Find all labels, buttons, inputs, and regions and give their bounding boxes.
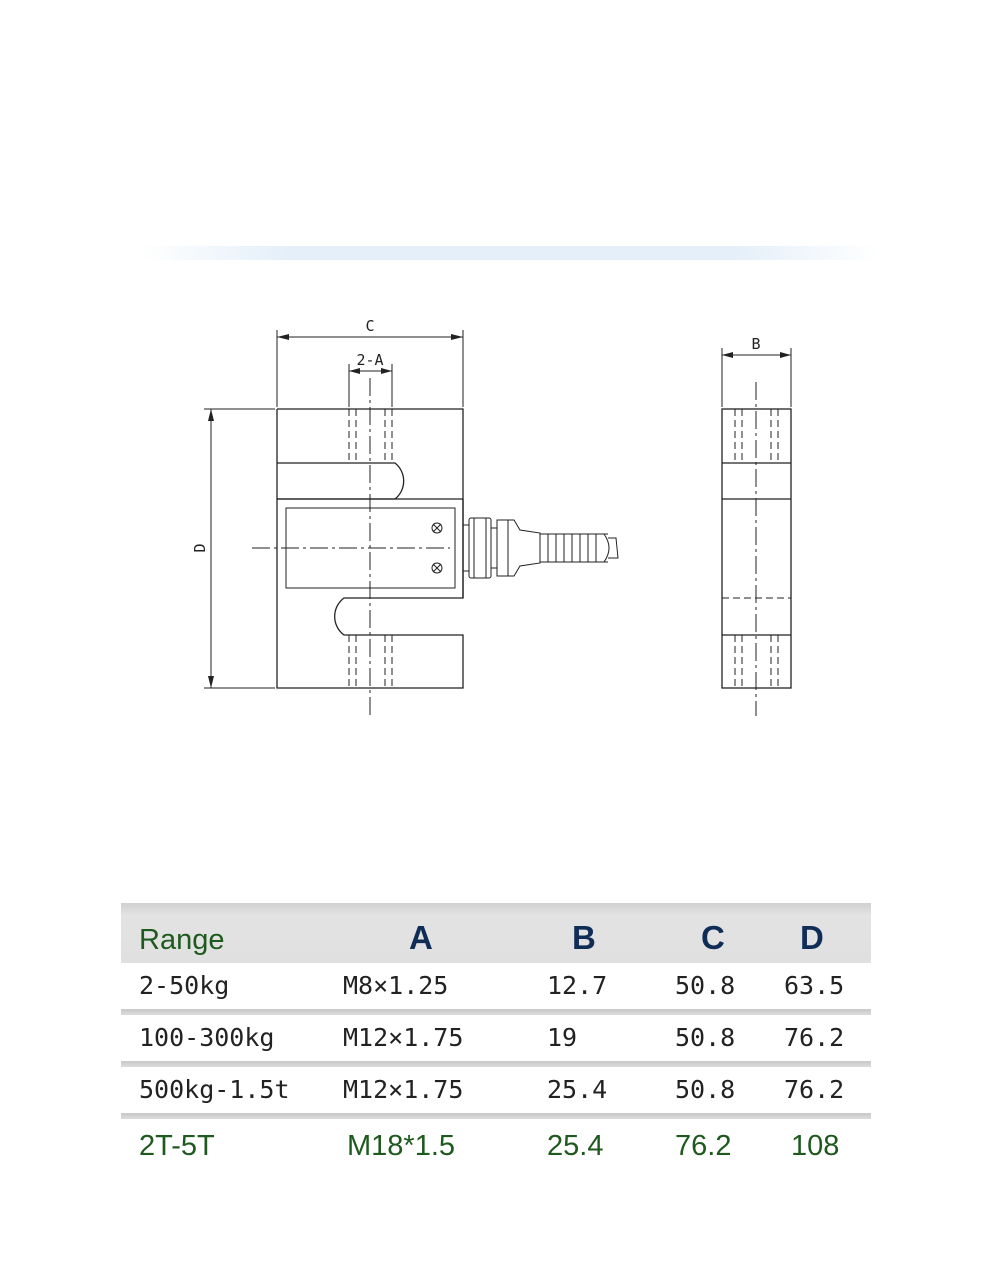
table-row: [121, 963, 871, 1009]
cell-c: 50.8: [675, 1075, 736, 1104]
cell-c: 50.8: [675, 971, 736, 1000]
table-row: [121, 1067, 871, 1113]
cell-b: 25.4: [547, 1075, 608, 1104]
cell-a: M18*1.5: [347, 1130, 456, 1162]
dimension-spec-table: [121, 903, 871, 1165]
dimension-label-b: B: [751, 335, 761, 353]
dimension-label-2a: 2-A: [356, 351, 384, 369]
table-header-row: [121, 903, 871, 963]
front-view: [191, 317, 618, 716]
cell-d: 63.5: [784, 971, 845, 1000]
cover-screw-icon: [432, 523, 442, 533]
cell-range: 2-50kg: [139, 971, 230, 1000]
table-row: [121, 1015, 871, 1061]
cell-c: 50.8: [675, 1023, 736, 1052]
header-range: Range: [139, 924, 225, 956]
cell-c: 76.2: [675, 1130, 732, 1162]
cell-b: 19: [547, 1023, 578, 1052]
cell-d: 76.2: [784, 1023, 845, 1052]
cell-range: 100-300kg: [139, 1023, 275, 1052]
dimension-label-c: C: [365, 317, 375, 335]
header-b: B: [572, 919, 596, 956]
header-d: D: [800, 919, 824, 956]
header-a: A: [409, 919, 433, 956]
cell-range: 500kg-1.5t: [139, 1075, 290, 1104]
cell-range: 2T-5T: [139, 1130, 215, 1162]
cell-d: 76.2: [784, 1075, 845, 1104]
dimension-label-d: D: [191, 543, 209, 553]
cover-screw-icon: [432, 563, 442, 573]
table-row: [121, 1119, 871, 1165]
cable: [540, 534, 618, 562]
cell-a: M12×1.75: [343, 1075, 464, 1104]
cell-b: 12.7: [547, 971, 608, 1000]
cell-a: M12×1.75: [343, 1023, 464, 1052]
cell-b: 25.4: [547, 1130, 604, 1162]
side-view: [722, 335, 791, 716]
header-c: C: [701, 919, 725, 956]
cable-connector: [463, 518, 540, 578]
cell-d: 108: [791, 1130, 840, 1162]
cell-a: M8×1.25: [343, 971, 449, 1000]
